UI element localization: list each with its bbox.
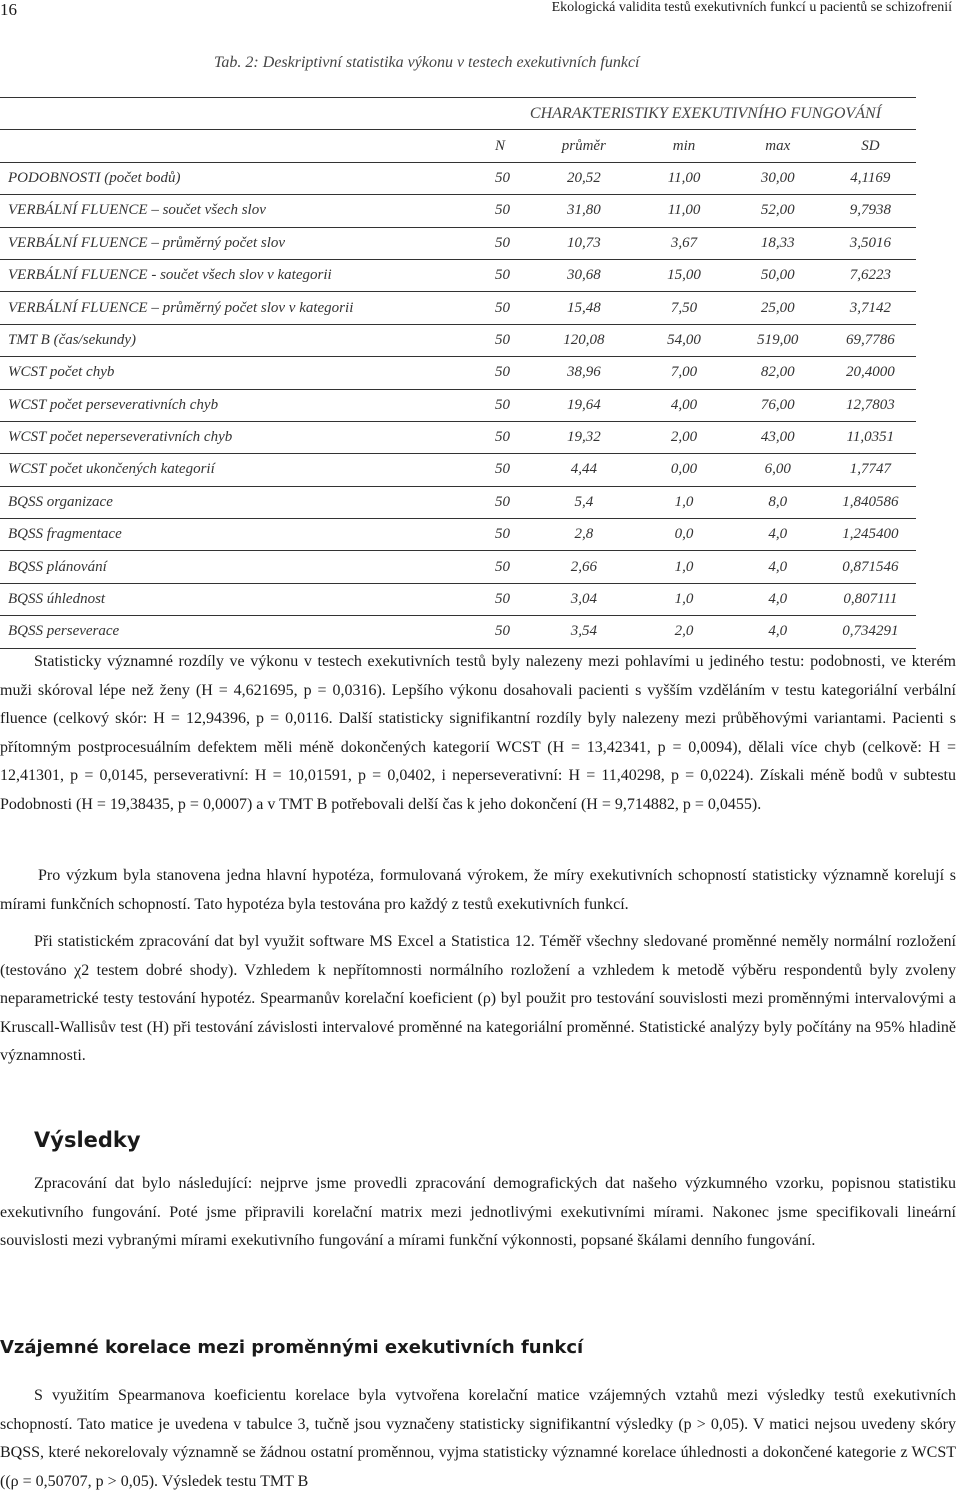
paragraph-correlations: S využitím Spearmanova koeficientu korelace byla vytvořena korelační matice vzájemných vztahů mezi výsledky testů exekutivních schopností. Tato matice je uvedena v tabulce 3, tučně jsou vyznačeny statisticky signifikantní výsledky (p > 0,05). V matici nejsou uvedeny skóry BQSS, které nekorelovaly významně se žádnou ostatní proměnnou, vyjma statisticky významné korelace úhlednosti a dokončené kategorie z WCST ((ρ = 0,50707, p > 0,05). Výsledek testu TMT B bbox=[0, 1387, 956, 1490]
cell-mean: 3,04 bbox=[531, 583, 638, 615]
paragraph-results: Zpracování dat bylo následující: nejprve jsme provedli zpracování demografických dat našeho výzkumného vzorku, popisnou statistiku exekutivního fungování. Poté jsme připravili korelační matrix mezi jednotlivými exekutivními mírami. Nakonec jsme specifikovali lineární souvislosti mezi vybranými mírami exekutivního fungování a mírami funkční výkonnosti, popsané škálami denního fungování. bbox=[0, 1175, 956, 1249]
cell-min: 0,0 bbox=[637, 519, 731, 551]
cell-min: 2,00 bbox=[637, 421, 731, 453]
table-lead-cell bbox=[0, 98, 495, 130]
row-label: WCST počet neperseverativních chyb bbox=[0, 421, 495, 453]
cell-mean: 10,73 bbox=[531, 227, 638, 259]
table-body bbox=[0, 162, 916, 648]
cell-n: 50 bbox=[495, 324, 531, 356]
table-row bbox=[0, 583, 916, 615]
row-label: WCST počet chyb bbox=[0, 357, 495, 389]
cell-mean: 19,32 bbox=[531, 421, 638, 453]
cell-max: 4,0 bbox=[731, 519, 825, 551]
table-row bbox=[0, 454, 916, 486]
row-label: PODOBNOSTI (počet bodů) bbox=[0, 162, 495, 194]
cell-mean: 3,54 bbox=[531, 616, 638, 648]
cell-min: 4,00 bbox=[637, 389, 731, 421]
cell-mean: 15,48 bbox=[531, 292, 638, 324]
cell-max: 4,0 bbox=[731, 583, 825, 615]
cell-mean: 30,68 bbox=[531, 259, 638, 291]
cell-sd: 1,7747 bbox=[825, 454, 916, 486]
cell-min: 7,00 bbox=[637, 357, 731, 389]
cell-sd: 12,7803 bbox=[825, 389, 916, 421]
cell-n: 50 bbox=[495, 357, 531, 389]
table-row bbox=[0, 389, 916, 421]
section-heading-results: Výsledky bbox=[34, 1128, 141, 1152]
cell-mean: 4,44 bbox=[531, 454, 638, 486]
cell-max: 519,00 bbox=[731, 324, 825, 356]
cell-max: 8,0 bbox=[731, 486, 825, 518]
cell-mean: 2,8 bbox=[531, 519, 638, 551]
running-header: Ekologická validita testů exekutivních funkcí u pacientů se schizofrenií bbox=[551, 0, 952, 15]
cell-mean: 38,96 bbox=[531, 357, 638, 389]
row-label: BQSS organizace bbox=[0, 486, 495, 518]
cell-mean: 19,64 bbox=[531, 389, 638, 421]
cell-sd: 69,7786 bbox=[825, 324, 916, 356]
cell-mean: 120,08 bbox=[531, 324, 638, 356]
table-row bbox=[0, 357, 916, 389]
column-header-min: min bbox=[637, 130, 731, 162]
cell-sd: 1,840586 bbox=[825, 486, 916, 518]
cell-mean: 31,80 bbox=[531, 195, 638, 227]
cell-n: 50 bbox=[495, 454, 531, 486]
table-row bbox=[0, 324, 916, 356]
cell-n: 50 bbox=[495, 486, 531, 518]
cell-max: 82,00 bbox=[731, 357, 825, 389]
paragraph-differences: Statisticky významné rozdíly ve výkonu v testech exekutivních testů byly nalezeny mezi pohlavími u jediného testu: podobnosti, ve kterém muži skóroval lépe než ženy (H = 4,621695, p = 0,0316). Lepšího výkonu dosahovali pacienti s vyšším vzděláním v testu kategoriální verbální fluence (celkový skór: H = 12,94396, p = 0,0116. Další statisticky signifikantní rozdíly byly nalezeny mezi průběhovými variantami. Pacienti s přítomným postprocesuálním defektem měli méně dokončených kategorií WCST (H = 13,42341, p = 0,0094), dělali více chyb (celkově: H = 12,41301, p = 0,0145, perseverativní: H = 10,01591, p = 0,0402, i neperseverativní: H = 11,40298, p = 0,0224). Získali méně bodů v subtestu Podobnosti (H = 19,38435, p = 0,0007) a v TMT B potřebovali delší čas k jeho dokončení (H = 9,714882, p = 0,0455). bbox=[0, 653, 956, 813]
cell-n: 50 bbox=[495, 583, 531, 615]
cell-sd: 7,6223 bbox=[825, 259, 916, 291]
cell-sd: 11,0351 bbox=[825, 421, 916, 453]
cell-min: 54,00 bbox=[637, 324, 731, 356]
table-caption: Tab. 2: Deskriptivní statistika výkonu v testech exekutivních funkcí bbox=[214, 54, 640, 71]
cell-min: 0,00 bbox=[637, 454, 731, 486]
section-heading-correlations: Vzájemné korelace mezi proměnnými exekutivních funkcí bbox=[0, 1337, 584, 1358]
row-label: BQSS úhlednost bbox=[0, 583, 495, 615]
cell-min: 7,50 bbox=[637, 292, 731, 324]
cell-min: 1,0 bbox=[637, 551, 731, 583]
cell-sd: 0,807111 bbox=[825, 583, 916, 615]
row-label: WCST počet ukončených kategorií bbox=[0, 454, 495, 486]
cell-sd: 1,245400 bbox=[825, 519, 916, 551]
table-row bbox=[0, 227, 916, 259]
table-row bbox=[0, 292, 916, 324]
cell-sd: 3,7142 bbox=[825, 292, 916, 324]
cell-n: 50 bbox=[495, 519, 531, 551]
row-label: BQSS perseverace bbox=[0, 616, 495, 648]
cell-min: 3,67 bbox=[637, 227, 731, 259]
cell-min: 11,00 bbox=[637, 162, 731, 194]
cell-max: 30,00 bbox=[731, 162, 825, 194]
page-number: 16 bbox=[0, 0, 17, 19]
cell-sd: 0,871546 bbox=[825, 551, 916, 583]
table-row bbox=[0, 486, 916, 518]
cell-sd: 3,5016 bbox=[825, 227, 916, 259]
table-row bbox=[0, 421, 916, 453]
cell-max: 76,00 bbox=[731, 389, 825, 421]
table-row bbox=[0, 162, 916, 194]
table-column-header-row bbox=[0, 130, 916, 162]
row-label: BQSS plánování bbox=[0, 551, 495, 583]
cell-min: 1,0 bbox=[637, 583, 731, 615]
cell-sd: 9,7938 bbox=[825, 195, 916, 227]
row-label: TMT B (čas/sekundy) bbox=[0, 324, 495, 356]
cell-n: 50 bbox=[495, 259, 531, 291]
cell-max: 18,33 bbox=[731, 227, 825, 259]
row-label: VERBÁLNÍ FLUENCE – součet všech slov bbox=[0, 195, 495, 227]
cell-sd: 0,734291 bbox=[825, 616, 916, 648]
cell-n: 50 bbox=[495, 551, 531, 583]
row-label: VERBÁLNÍ FLUENCE - součet všech slov v kategorii bbox=[0, 259, 495, 291]
cell-n: 50 bbox=[495, 616, 531, 648]
cell-sd: 20,4000 bbox=[825, 357, 916, 389]
cell-n: 50 bbox=[495, 389, 531, 421]
descriptive-stats-table bbox=[0, 97, 916, 649]
cell-max: 4,0 bbox=[731, 616, 825, 648]
cell-mean: 5,4 bbox=[531, 486, 638, 518]
table-row bbox=[0, 259, 916, 291]
paragraph-hypothesis: Pro výzkum byla stanovena jedna hlavní hypotéza, formulovaná výrokem, že míry exekutivních schopností statisticky významně korelují s mírami funkčních schopností. Tato hypotéza byla testována pro každý z testů exekutivních funkcí. bbox=[0, 867, 956, 913]
cell-sd: 4,1169 bbox=[825, 162, 916, 194]
cell-min: 1,0 bbox=[637, 486, 731, 518]
cell-n: 50 bbox=[495, 227, 531, 259]
row-label: VERBÁLNÍ FLUENCE – průměrný počet slov v kategorii bbox=[0, 292, 495, 324]
cell-max: 25,00 bbox=[731, 292, 825, 324]
cell-max: 4,0 bbox=[731, 551, 825, 583]
cell-n: 50 bbox=[495, 195, 531, 227]
table-header-blank bbox=[0, 130, 495, 162]
cell-mean: 2,66 bbox=[531, 551, 638, 583]
table-row bbox=[0, 519, 916, 551]
paragraph-statistics: Při statistickém zpracování dat byl využit software MS Excel a Statistica 12. Téměř všechny sledované proměnné neměly normální rozložení (testováno χ2 testem dobré shody). Vzhledem k nepřítomnosti normálního rozložení a vzhledem k metodě výběru respondentů byly zvoleny neparametrické testy testování hypotéz. Spearmanův korelační koeficient (ρ) byl použit pro testování souvislosti mezi proměnnými intervalovými a Kruscall-Wallisův test (H) při testování závislosti intervalové proměnné na kategoriální proměnné. Statistické analýzy byly počítány na 95% hladině významnosti. bbox=[0, 933, 956, 1064]
table-row bbox=[0, 195, 916, 227]
cell-min: 2,0 bbox=[637, 616, 731, 648]
table-row bbox=[0, 551, 916, 583]
row-label: VERBÁLNÍ FLUENCE – průměrný počet slov bbox=[0, 227, 495, 259]
cell-mean: 20,52 bbox=[531, 162, 638, 194]
table-group-header: CHARAKTERISTIKY EXEKUTIVNÍHO FUNGOVÁNÍ bbox=[495, 98, 916, 130]
row-label: BQSS fragmentace bbox=[0, 519, 495, 551]
column-header-n: N bbox=[495, 130, 531, 162]
cell-min: 15,00 bbox=[637, 259, 731, 291]
table-row bbox=[0, 616, 916, 648]
cell-n: 50 bbox=[495, 162, 531, 194]
cell-max: 52,00 bbox=[731, 195, 825, 227]
column-header-max: max bbox=[731, 130, 825, 162]
column-header-sd: SD bbox=[825, 130, 916, 162]
cell-n: 50 bbox=[495, 421, 531, 453]
cell-max: 50,00 bbox=[731, 259, 825, 291]
column-header-mean: průměr bbox=[531, 130, 638, 162]
cell-n: 50 bbox=[495, 292, 531, 324]
row-label: WCST počet perseverativních chyb bbox=[0, 389, 495, 421]
cell-min: 11,00 bbox=[637, 195, 731, 227]
cell-max: 6,00 bbox=[731, 454, 825, 486]
cell-max: 43,00 bbox=[731, 421, 825, 453]
